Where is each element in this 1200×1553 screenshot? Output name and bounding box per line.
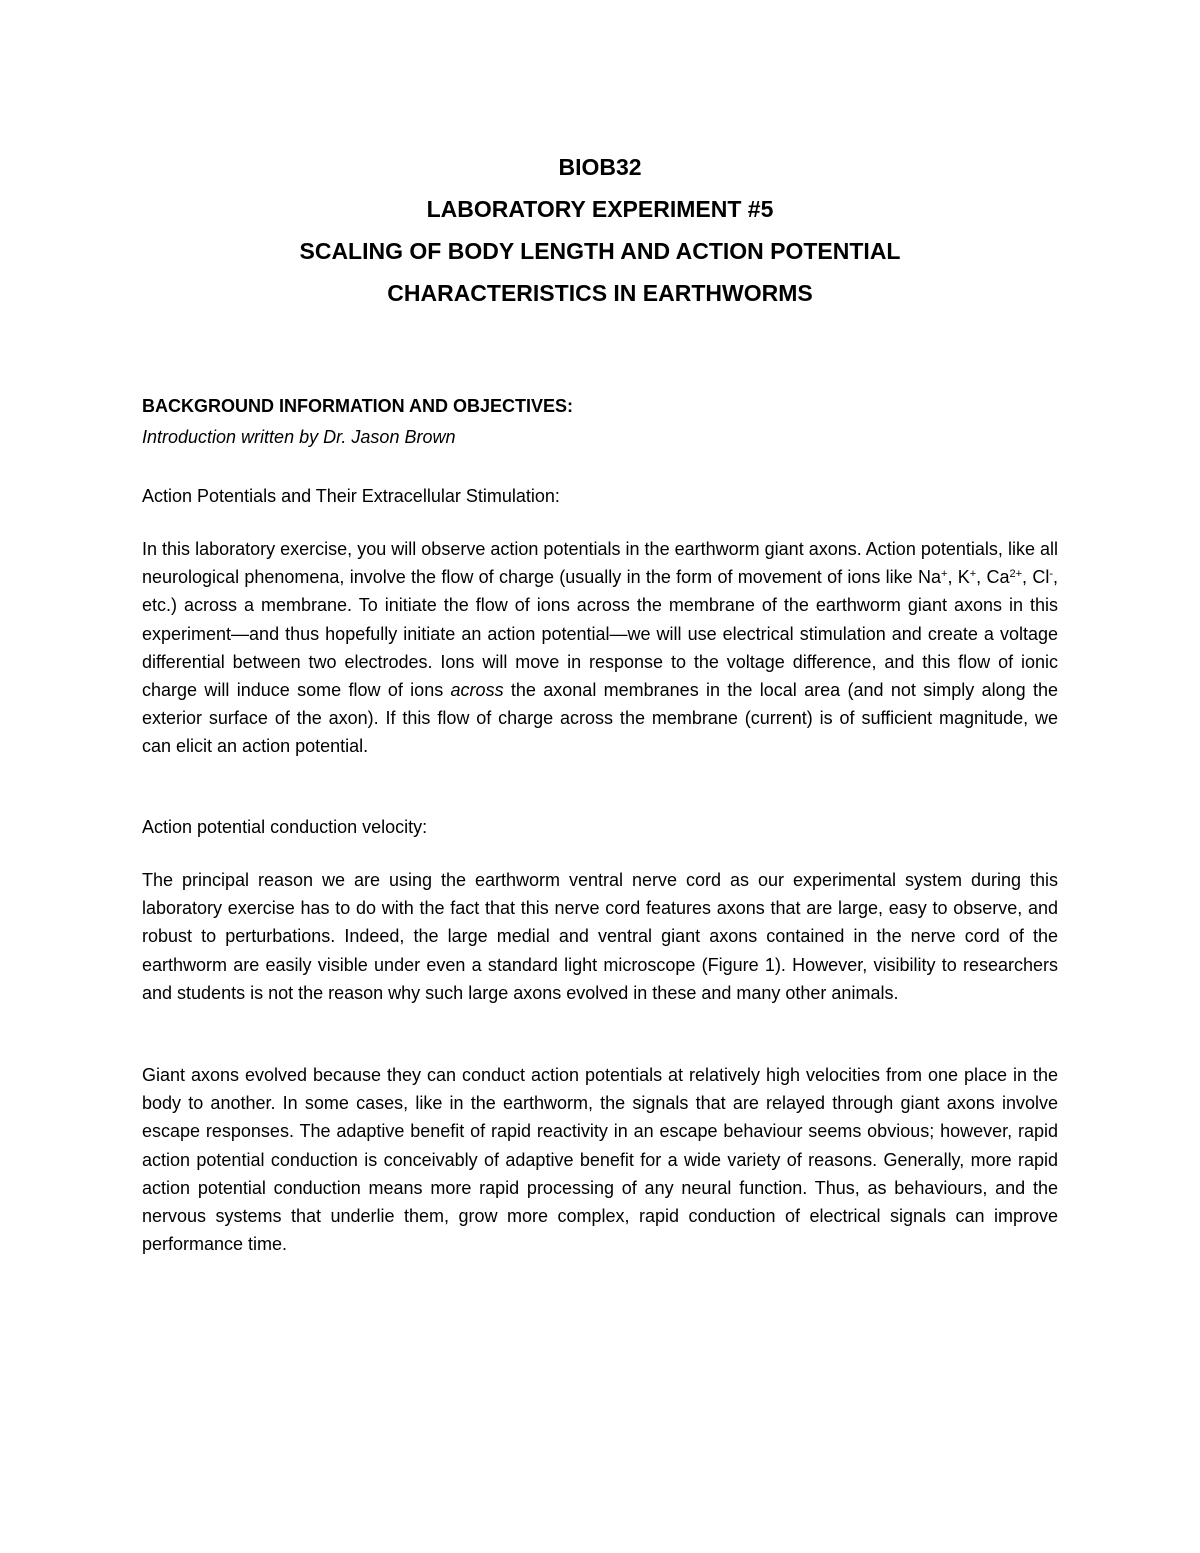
document-page: [142, 0, 1058, 1553]
background-heading: BACKGROUND INFORMATION AND OBJECTIVES:: [142, 396, 573, 416]
chloride-charge: -: [1049, 568, 1053, 581]
action-potentials-paragraph: In this laboratory exercise, you will observe action potentials in the earthworm giant axons. Action potentials, like all neurological phenomena, involve the flow of charge (usually in the form of movement of ions like Na+, K+, $Ca^{2+}$, Cl-, etc.) across a membrane. To initiate the flow of ions across the membrane of the earthworm giant axons in this experiment—and thus hopefully initiate an action potential—we will use electrical stimulation and create a voltage differential between two electrodes. Ions will move in response to the voltage difference, and this flow of ionic charge will induce some flow of ions across the axonal membranes in the local area (and not simply along the exterior surface of the axon). If this flow of charge across the membrane (current) is of sufficient magnitude, we can elicit an action potential.: [142, 539, 1059, 757]
course-code: BIOB32: [558, 154, 642, 180]
experiment-number: LABORATORY EXPERIMENT #5: [426, 196, 774, 222]
emphasis-across: across: [450, 680, 504, 701]
conduction-velocity-subheading: Action potential conduction velocity:: [142, 817, 428, 837]
conduction-velocity-paragraph-2: Giant axons evolved because they can conduct action potentials at relatively high velocities from one place in the body to another. In some cases, like in the earthworm, the signals that are relayed through giant axons involve escape responses. The adaptive benefit of rapid reactivity in an escape behaviour seems obvious; however, rapid action potential conduction is conceivably of adaptive benefit for a wide variety of reasons. Generally, more rapid action potential conduction means more rapid processing of any neural function. Thus, as behaviours, and the nervous systems that underlie them, grow more complex, rapid conduction of electrical signals can improve performance time.: [142, 1065, 1058, 1255]
conduction-velocity-paragraph-1: The principal reason we are using the earthworm ventral nerve cord as our experimental system during this laboratory exercise has to do with the fact that this nerve cord features axons that are large, easy to observe, and robust to perturbations. Indeed, the large medial and ventral giant axons contained in the nerve cord of the earthworm are easily visible under even a standard light microscope (Figure 1). However, visibility to researchers and students is not the reason why such large axons evolved in these and many other animals.: [142, 870, 1058, 1003]
action-potentials-subheading: Action Potentials and Their Extracellular Stimulation:: [142, 486, 560, 506]
potassium-charge: +: [969, 568, 977, 581]
author-byline: Introduction written by Dr. Jason Brown: [142, 427, 456, 447]
calcium-charge: 2+: [1009, 568, 1023, 581]
experiment-title-line-2: CHARACTERISTICS IN EARTHWORMS: [387, 280, 813, 306]
document-title-block: [142, 146, 1058, 314]
sodium-charge: +: [941, 568, 948, 581]
experiment-title-line-1: SCALING OF BODY LENGTH AND ACTION POTENTIAL: [299, 238, 901, 264]
